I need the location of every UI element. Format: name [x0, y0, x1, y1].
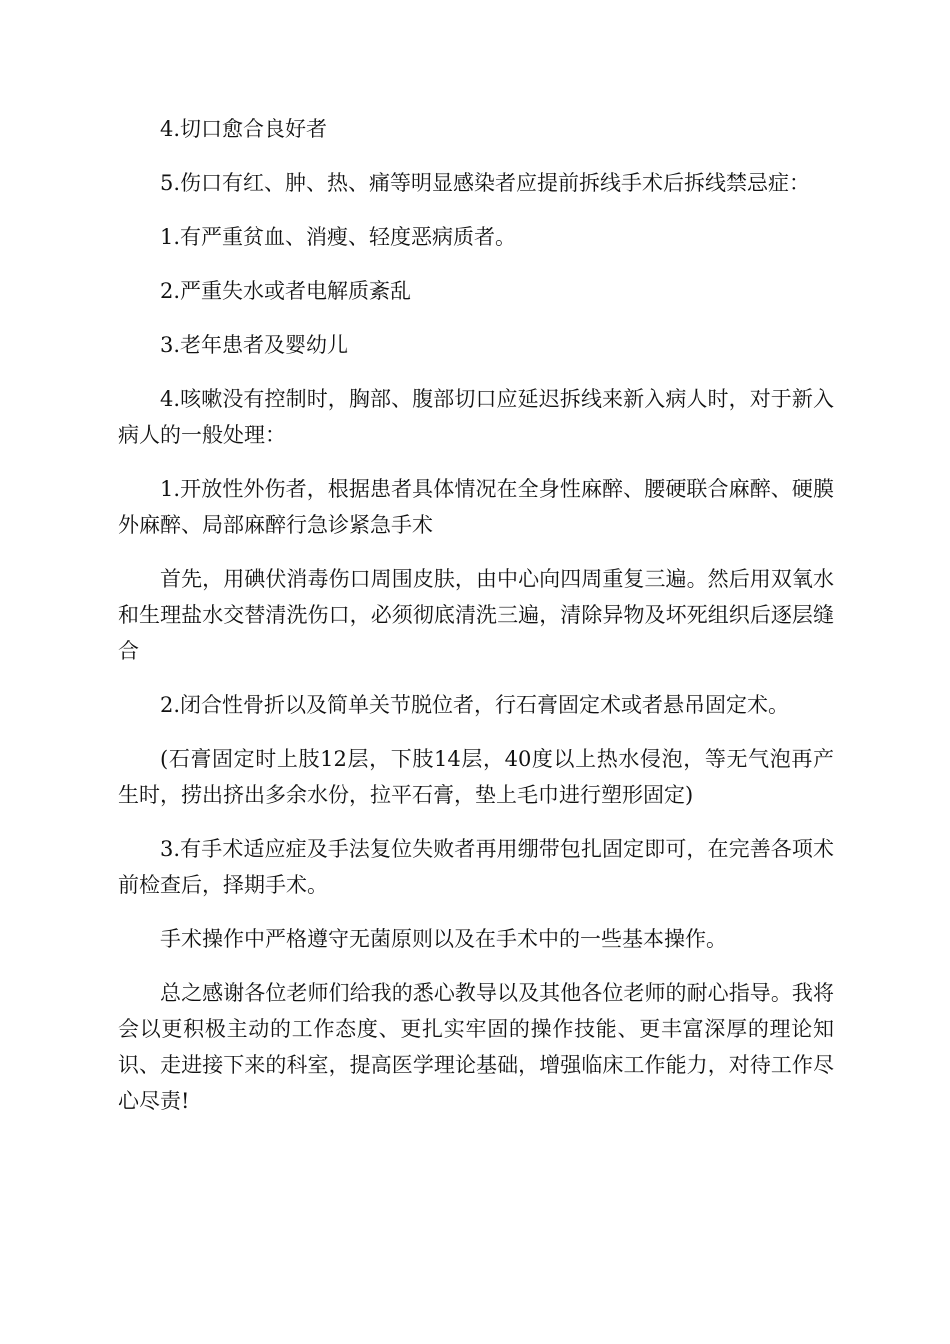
paragraph-surgical-indication: 3.有手术适应症及手法复位失败者再用绷带包扎固定即可，在完善各项术前检查后，择期手术。 — [118, 837, 834, 897]
paragraph-elderly-infants: 3.老年患者及婴幼儿 — [160, 333, 349, 357]
paragraph-plaster-note: (石膏固定时上肢12层，下肢14层，40度以上热水侵泡，等无气泡再产生时，捞出挤出多余水份，拉平石膏，垫上毛巾进行塑形固定) — [118, 747, 834, 807]
paragraph-infection-contraindication: 5.伤口有红、肿、热、痛等明显感染者应提前拆线手术后拆线禁忌症： — [160, 171, 811, 195]
paragraph-aseptic-principle: 手术操作中严格遵守无菌原则以及在手术中的一些基本操作。 — [160, 927, 727, 951]
paragraph-dehydration: 2.严重失水或者电解质紊乱 — [160, 279, 412, 303]
document-body — [118, 111, 834, 1137]
paragraph-incision-healed: 4.切口愈合良好者 — [160, 117, 328, 141]
paragraph-cough-new-patients: 4.咳嗽没有控制时，胸部、腹部切口应延迟拆线来新入病人时，对于新入病人的一般处理： — [118, 387, 834, 447]
paragraph-disinfection: 首先，用碘伏消毒伤口周围皮肤，由中心向四周重复三遍。然后用双氧水和生理盐水交替清洗伤口，必须彻底清洗三遍，清除异物及坏死组织后逐层缝合 — [118, 567, 834, 663]
paragraph-anemia: 1.有严重贫血、消瘦、轻度恶病质者。 — [160, 225, 517, 249]
paragraph-closed-fracture: 2.闭合性骨折以及简单关节脱位者，行石膏固定术或者悬吊固定术。 — [160, 693, 790, 717]
paragraph-conclusion: 总之感谢各位老师们给我的悉心教导以及其他各位老师的耐心指导。我将会以更积极主动的工作态度、更扎实牢固的操作技能、更丰富深厚的理论知识、走进接下来的科室，提高医学理论基础，增强临床工作能力，对待工作尽心尽责! — [118, 981, 834, 1113]
paragraph-open-trauma: 1.开放性外伤者，根据患者具体情况在全身性麻醉、腰硬联合麻醉、硬膜外麻醉、局部麻醉行急诊紧急手术 — [118, 477, 834, 537]
